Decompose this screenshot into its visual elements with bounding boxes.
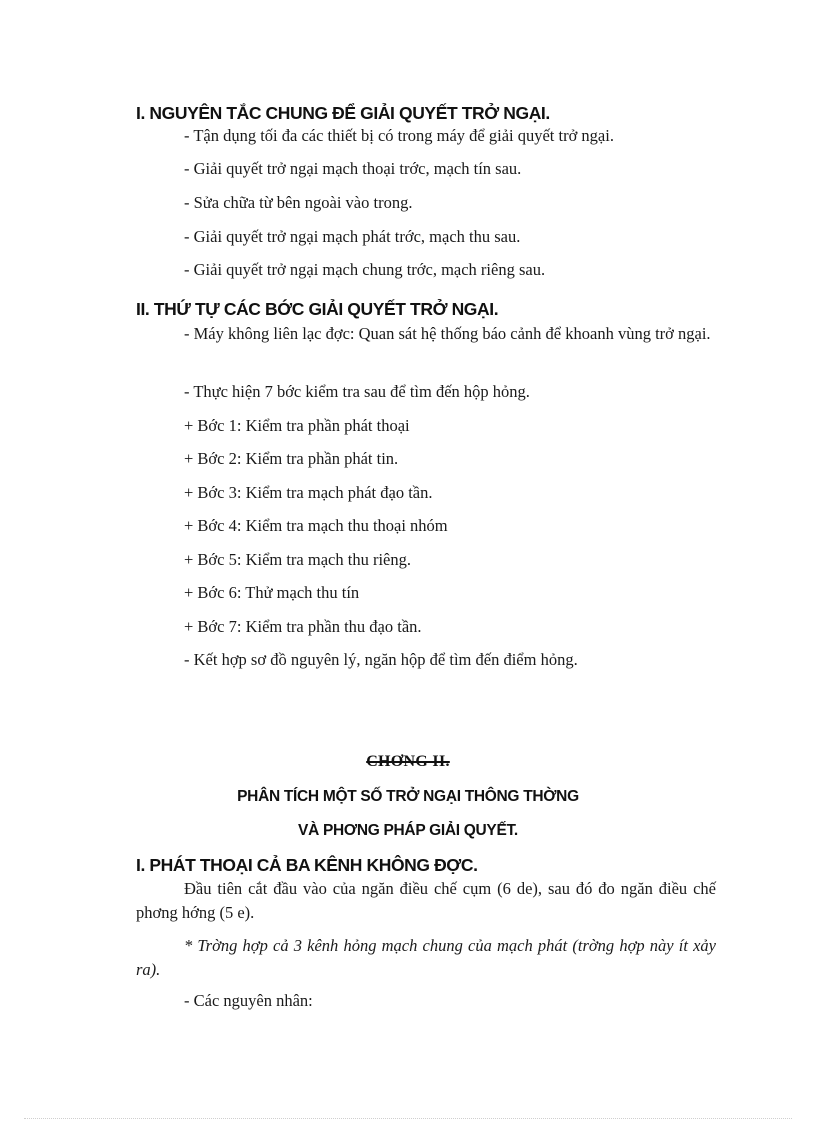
step-item: + Bớc 1: Kiểm tra phần phát thoại: [184, 416, 410, 435]
section-2-heading: II. THỨ TỰ CÁC BỚC GIẢI QUYẾT TRỞ NGẠI.: [136, 299, 499, 319]
section-2-lead: - Thực hiện 7 bớc kiểm tra sau để tìm đến hộp hỏng.: [184, 382, 530, 401]
page-bottom-rule: [24, 1118, 792, 1119]
chapter-title-line-2: VÀ PHƠNG PHÁP GIẢI QUYẾT.: [298, 822, 518, 839]
step-item: + Bớc 6: Thử mạch thu tín: [184, 583, 360, 602]
section-3-causes: - Các nguyên nhân:: [184, 991, 313, 1010]
section-3-paragraph: Đầu tiên cắt đầu vào của ngăn điều chế cụm (6 de), sau đó đo ngăn điều chế phơng hớng (5 e).: [136, 879, 716, 922]
section-1-item: - Giải quyết trở ngại mạch thoại trớc, mạch tín sau.: [184, 159, 522, 178]
section-1-item: - Giải quyết trở ngại mạch chung trớc, mạch riêng sau.: [184, 260, 546, 279]
section-3-note: * Trờng hợp cả 3 kênh hỏng mạch chung của mạch phát (trờng hợp này ít xảy ra).: [136, 936, 716, 979]
section-3-heading: I. PHÁT THOẠI CẢ BA KÊNH KHÔNG ĐỢC.: [136, 855, 478, 875]
section-2-intro: - Máy không liên lạc đợc: Quan sát hệ thống báo cảnh để khoanh vùng trở ngại.: [184, 324, 711, 343]
step-item: + Bớc 3: Kiểm tra mạch phát đạo tần.: [184, 483, 433, 502]
section-1-item: - Tận dụng tối đa các thiết bị có trong máy để giải quyết trở ngại.: [184, 126, 614, 145]
section-2-closing: - Kết hợp sơ đồ nguyên lý, ngăn hộp để tìm đến điểm hỏng.: [184, 650, 578, 669]
chapter-label-text: CHƠNG II.: [366, 753, 450, 770]
chapter-title-line-1: PHÂN TÍCH MỘT SỐ TRỞ NGẠI THÔNG THỜNG: [237, 788, 579, 805]
step-item: + Bớc 7: Kiểm tra phần thu đạo tần.: [184, 617, 422, 636]
step-item: + Bớc 5: Kiểm tra mạch thu riêng.: [184, 550, 411, 569]
step-item: + Bớc 2: Kiểm tra phần phát tin.: [184, 449, 399, 468]
section-1-item: - Sửa chữa từ bên ngoài vào trong.: [184, 193, 413, 212]
chapter-label: [0, 752, 816, 772]
section-1-item: - Giải quyết trở ngại mạch phát trớc, mạch thu sau.: [184, 227, 521, 246]
section-1-heading: I. NGUYÊN TẮC CHUNG ĐỂ GIẢI QUYẾT TRỞ NGẠI.: [136, 103, 550, 123]
step-item: + Bớc 4: Kiểm tra mạch thu thoại nhóm: [184, 516, 448, 535]
